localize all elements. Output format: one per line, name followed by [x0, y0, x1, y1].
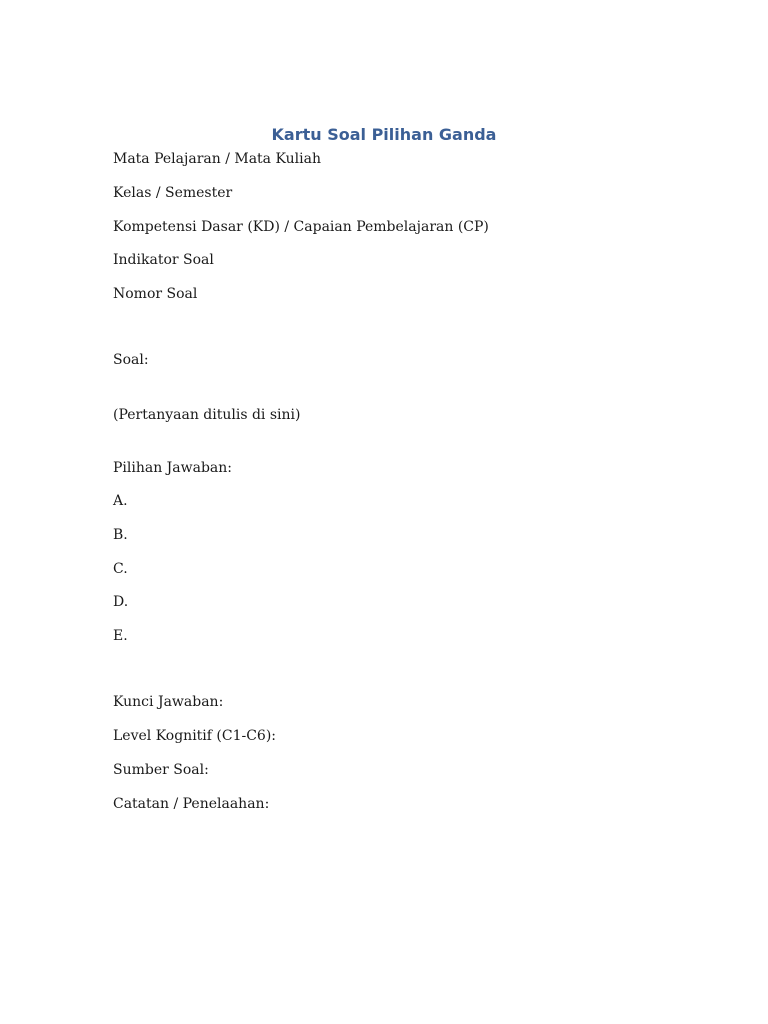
field-kompetensi-dasar: Kompetensi Dasar (KD) / Capaian Pembelajaran (CP) — [113, 219, 489, 235]
option-d: D. — [113, 594, 129, 610]
option-a: A. — [113, 493, 128, 509]
option-b: B. — [113, 527, 128, 543]
field-kunci-jawaban: Kunci Jawaban: — [113, 694, 224, 710]
field-kelas-semester: Kelas / Semester — [113, 185, 233, 201]
question-label: Soal: — [113, 352, 149, 368]
option-e: E. — [113, 628, 128, 644]
field-nomor-soal: Nomor Soal — [113, 286, 198, 302]
options-label: Pilihan Jawaban: — [113, 460, 233, 476]
field-sumber-soal: Sumber Soal: — [113, 762, 209, 778]
field-indikator-soal: Indikator Soal — [113, 252, 214, 268]
field-level-kognitif: Level Kognitif (C1-C6): — [113, 728, 277, 744]
question-placeholder: (Pertanyaan ditulis di sini) — [113, 407, 301, 423]
field-catatan-penelaahan: Catatan / Penelaahan: — [113, 796, 270, 812]
document-title: Kartu Soal Pilihan Ganda — [271, 125, 497, 144]
field-mata-pelajaran: Mata Pelajaran / Mata Kuliah — [113, 151, 321, 167]
option-c: C. — [113, 561, 128, 577]
